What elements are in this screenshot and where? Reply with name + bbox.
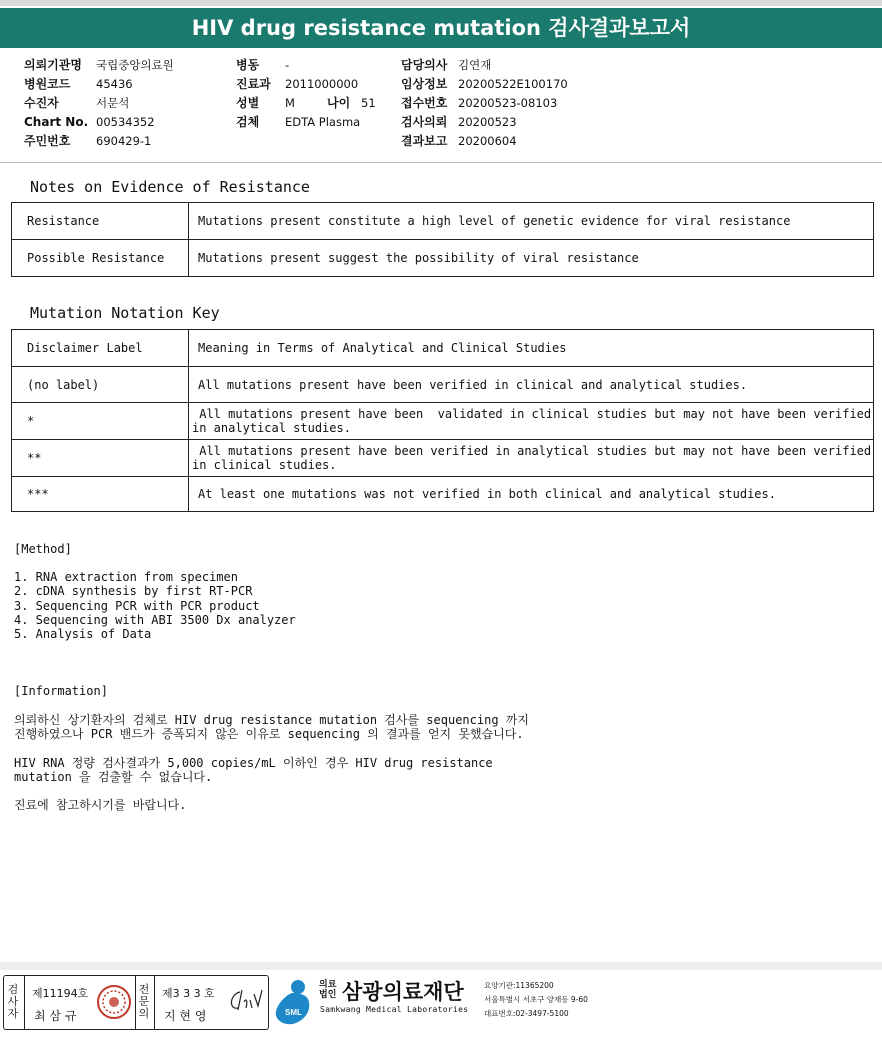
label-institution: 의뢰기관명 xyxy=(24,58,82,72)
value-clinical-info: 20200522E100170 xyxy=(458,77,568,91)
notation-text: All mutations present have been validated in clinical studies but may not have been verified in analytical studies. xyxy=(189,403,874,440)
information-paragraph-2: HIV RNA 정량 검사결과가 5,000 copies/mL 이하인 경우 HIV drug resistance mutation 을 검출할 수 없습니다. xyxy=(14,756,493,785)
table-row xyxy=(12,203,874,240)
value-chart-no: 00534352 xyxy=(96,115,155,129)
org-name: 삼광의료재단 xyxy=(342,980,464,1004)
examiner-license-no: 제11194호 xyxy=(32,987,89,1000)
contact-institution-code: 요양기관:11365200 xyxy=(484,981,554,990)
evidence-table xyxy=(11,202,874,277)
signature-box xyxy=(3,975,269,1030)
value-institution: 국립중앙의료원 xyxy=(96,58,174,72)
table-row xyxy=(12,330,874,367)
divider xyxy=(135,976,136,1029)
divider xyxy=(24,976,25,1029)
value-hospital-code: 45436 xyxy=(96,77,133,91)
value-resident-no: 690429-1 xyxy=(96,134,152,148)
patient-info-col2 xyxy=(236,56,376,132)
notation-label: * xyxy=(12,403,189,440)
org-prefix xyxy=(319,980,339,1000)
examiner-label: 검사자 xyxy=(7,983,19,1020)
org-prefix-top: 의료 xyxy=(319,980,337,990)
value-report-date: 20200604 xyxy=(458,134,517,148)
notation-title: Mutation Notation Key xyxy=(30,304,220,322)
notation-header-label: Disclaimer Label xyxy=(12,330,189,367)
method-steps: 1. RNA extraction from specimen 2. cDNA synthesis by first RT-PCR 3. Sequencing PCR with PCR product 4. Sequencing with ABI 3500 Dx analyzer 5. Analysis of Data xyxy=(14,570,296,642)
label-age: 나이 xyxy=(327,96,351,110)
label-request-date: 검사의뢰 xyxy=(401,115,448,129)
information-paragraph-3: 진료에 참고하시기를 바랍니다. xyxy=(14,798,187,812)
value-patient: 서문석 xyxy=(96,96,130,110)
value-ward: - xyxy=(285,58,290,72)
table-row xyxy=(12,440,874,477)
table-row xyxy=(12,367,874,403)
top-rule xyxy=(0,0,882,6)
value-specimen: EDTA Plasma xyxy=(285,115,361,129)
table-row xyxy=(12,477,874,512)
notation-text: All mutations present have been verified in clinical and analytical studies. xyxy=(189,367,874,403)
notation-text: At least one mutations was not verified in both clinical and analytical studies. xyxy=(189,477,874,512)
label-patient: 수진자 xyxy=(24,96,59,110)
table-row xyxy=(12,240,874,277)
notation-table xyxy=(11,329,874,512)
label-department: 진료과 xyxy=(236,77,271,91)
notation-text: All mutations present have been verified in analytical studies but may not have been verified in clinical studies. xyxy=(189,440,874,477)
seal-stamp-icon xyxy=(96,984,132,1020)
label-clinical-info: 임상정보 xyxy=(401,77,448,91)
evidence-text: Mutations present suggest the possibility of viral resistance xyxy=(189,240,874,277)
value-sex: M xyxy=(285,96,295,110)
divider xyxy=(154,976,155,1029)
label-ward: 병동 xyxy=(236,58,260,72)
value-department: 2011000000 xyxy=(285,77,359,91)
label-resident-no: 주민번호 xyxy=(24,134,71,148)
info-divider xyxy=(0,162,882,163)
label-specimen: 검체 xyxy=(236,115,260,129)
evidence-label: Resistance xyxy=(12,203,189,240)
information-title: [Information] xyxy=(14,684,108,698)
specialist-name: 지 현 영 xyxy=(164,1009,207,1023)
specialist-label: 전문의 xyxy=(138,983,150,1020)
logo-text: SML xyxy=(285,1008,302,1017)
value-doctor: 김연재 xyxy=(458,58,492,72)
evidence-label: Possible Resistance xyxy=(12,240,189,277)
org-prefix-bottom: 법인 xyxy=(319,990,337,1000)
notation-label: *** xyxy=(12,477,189,512)
specialist-license-no: 제3 3 3 호 xyxy=(162,987,215,1000)
evidence-text: Mutations present constitute a high level of genetic evidence for viral resistance xyxy=(189,203,874,240)
value-request-date: 20200523 xyxy=(458,115,517,129)
contact-address: 서울특별시 서초구 양재동 9-60 xyxy=(484,995,588,1004)
label-hospital-code: 병원코드 xyxy=(24,77,71,91)
report-title: HIV drug resistance mutation 검사결과보고서 xyxy=(0,8,882,48)
notation-label: ** xyxy=(12,440,189,477)
patient-info-col3 xyxy=(401,56,568,151)
notation-label: (no label) xyxy=(12,367,189,403)
org-english-name: Samkwang Medical Laboratories xyxy=(320,1005,469,1014)
value-receipt-no: 20200523-08103 xyxy=(458,96,558,110)
evidence-title: Notes on Evidence of Resistance xyxy=(30,178,310,196)
label-doctor: 담당의사 xyxy=(401,58,448,72)
signature-icon xyxy=(226,986,264,1016)
examiner-name: 최 삼 규 xyxy=(34,1009,77,1023)
information-paragraph-1: 의뢰하신 상기환자의 검체로 HIV drug resistance mutation 검사를 sequencing 까지 진행하였으나 PCR 밴드가 증폭되지 않은 이유로 sequencing 의 결과를 얻지 못했습니다. xyxy=(14,713,529,742)
sml-logo-icon xyxy=(272,975,318,1027)
label-receipt-no: 접수번호 xyxy=(401,96,448,110)
method-title: [Method] xyxy=(14,542,72,556)
patient-info-col1 xyxy=(24,56,174,151)
label-chart-no: Chart No. xyxy=(24,115,89,129)
notation-header-text: Meaning in Terms of Analytical and Clinical Studies xyxy=(189,330,874,367)
contact-phone: 대표번호:02-3497-5100 xyxy=(484,1009,569,1018)
label-report-date: 결과보고 xyxy=(401,134,448,148)
footer-divider xyxy=(0,962,882,970)
table-row xyxy=(12,403,874,440)
value-age: 51 xyxy=(361,96,376,110)
org-contact xyxy=(484,979,588,1021)
label-sex: 성별 xyxy=(236,96,260,110)
